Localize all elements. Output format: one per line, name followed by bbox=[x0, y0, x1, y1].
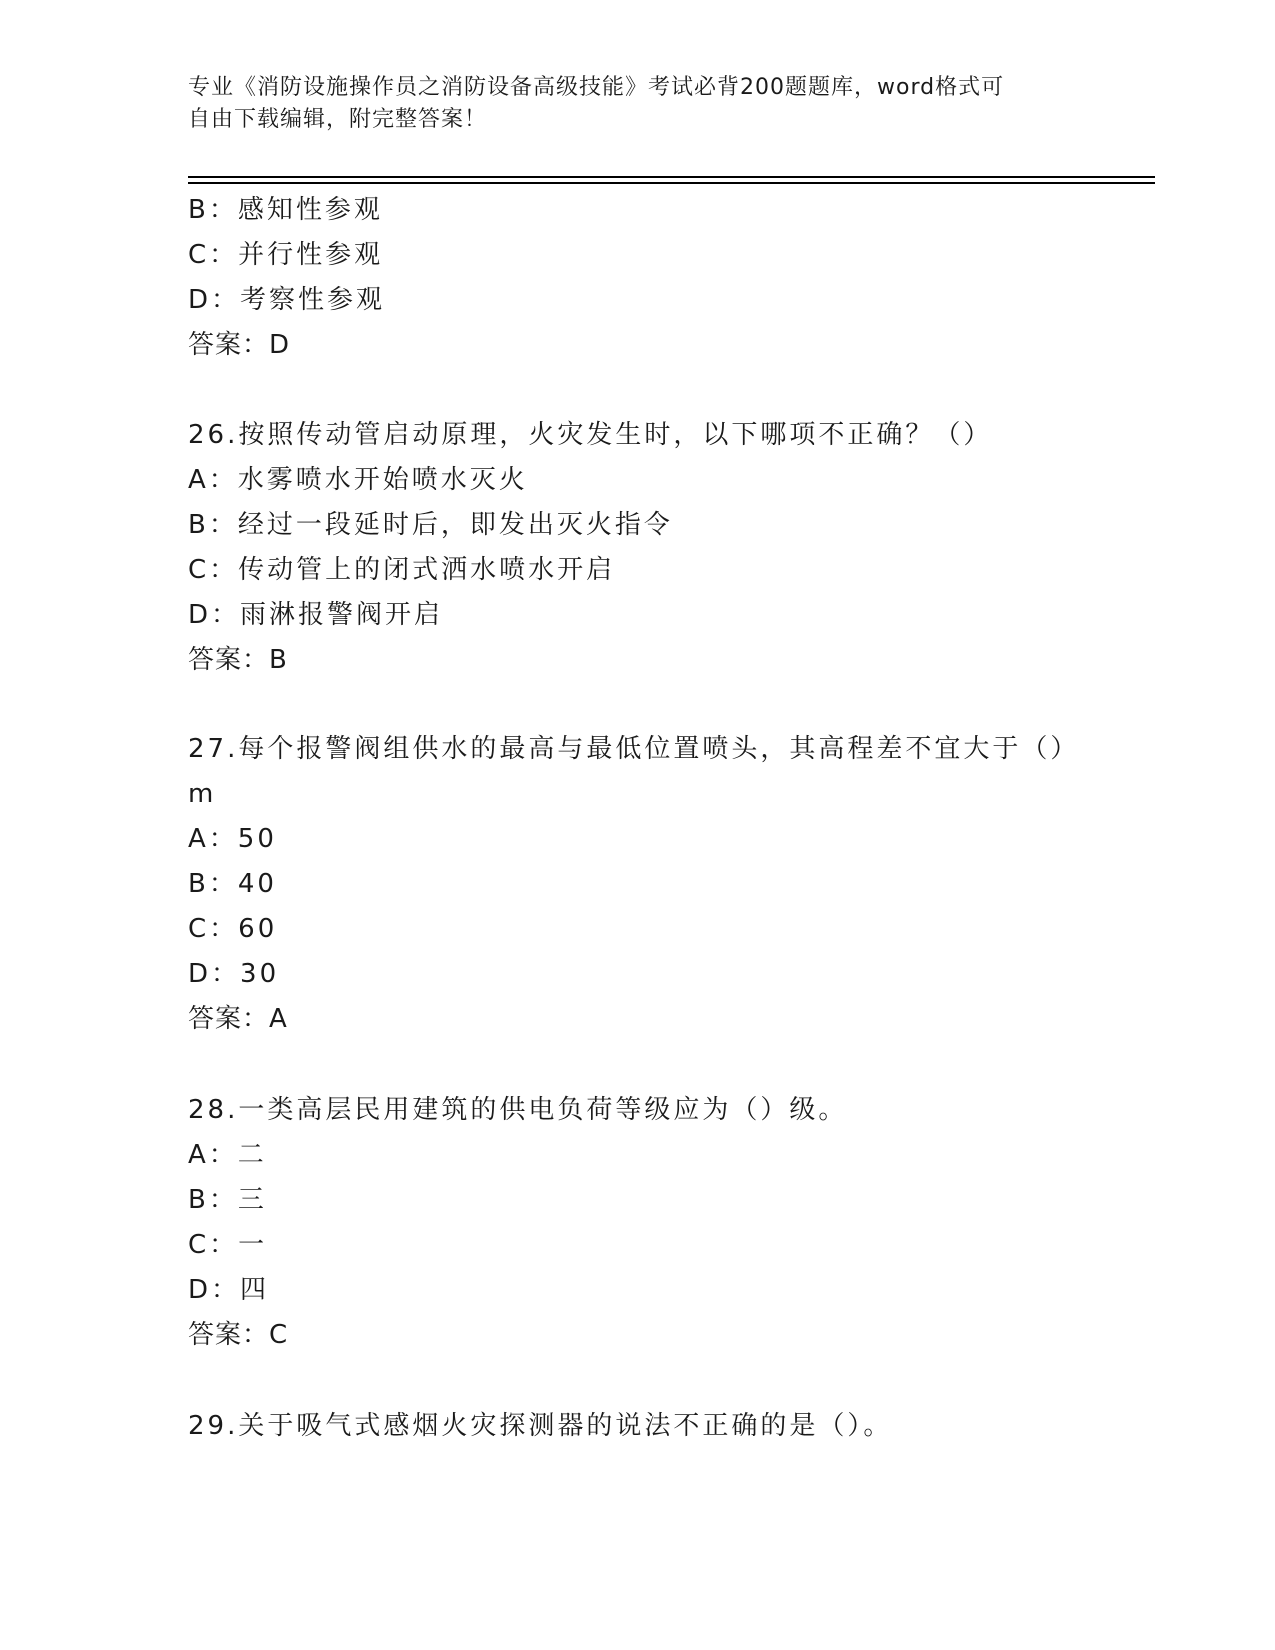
q28-option-c: C：一 bbox=[188, 1230, 268, 1260]
header-rule-top bbox=[188, 176, 1155, 178]
q28-option-b: B：三 bbox=[188, 1185, 267, 1215]
q27-question-unit: m bbox=[188, 779, 217, 809]
q26-answer: 答案：B bbox=[188, 645, 288, 675]
q26-question: 26.按照传动管启动原理，火灾发生时，以下哪项不正确？（） bbox=[188, 420, 993, 450]
q26-option-b: B：经过一段延时后，即发出灭火指令 bbox=[188, 510, 673, 540]
header-line-2: 自由下载编辑，附完整答案！ bbox=[188, 107, 488, 132]
q26-option-d: D：雨淋报警阀开启 bbox=[188, 600, 444, 630]
header-line-1: 专业《消防设施操作员之消防设备高级技能》考试必背200题题库，word格式可 bbox=[188, 75, 1005, 100]
q26-option-a: A：水雾喷水开始喷水灭火 bbox=[188, 465, 528, 495]
q27-option-a: A：50 bbox=[188, 824, 277, 854]
header-rule-bottom bbox=[188, 182, 1155, 184]
q27-answer: 答案：A bbox=[188, 1004, 288, 1034]
q25-option-c: C：并行性参观 bbox=[188, 240, 384, 270]
q27-option-d: D：30 bbox=[188, 959, 280, 989]
q28-option-a: A：二 bbox=[188, 1140, 267, 1170]
document-header bbox=[188, 72, 1088, 136]
q26-option-c: C：传动管上的闭式洒水喷水开启 bbox=[188, 555, 616, 585]
q27-option-b: B：40 bbox=[188, 869, 277, 899]
q28-question: 28.一类高层民用建筑的供电负荷等级应为（）级。 bbox=[188, 1095, 848, 1125]
q28-answer: 答案：C bbox=[188, 1320, 289, 1350]
q29-question: 29.关于吸气式感烟火灾探测器的说法不正确的是（）。 bbox=[188, 1411, 893, 1441]
q27-question: 27.每个报警阀组供水的最高与最低位置喷头，其高程差不宜大于（） bbox=[188, 734, 1080, 764]
q25-option-b: B：感知性参观 bbox=[188, 195, 383, 225]
q25-option-d: D：考察性参观 bbox=[188, 285, 386, 315]
q25-answer: 答案：D bbox=[188, 330, 291, 360]
q28-option-d: D：四 bbox=[188, 1275, 270, 1305]
q27-option-c: C：60 bbox=[188, 914, 278, 944]
